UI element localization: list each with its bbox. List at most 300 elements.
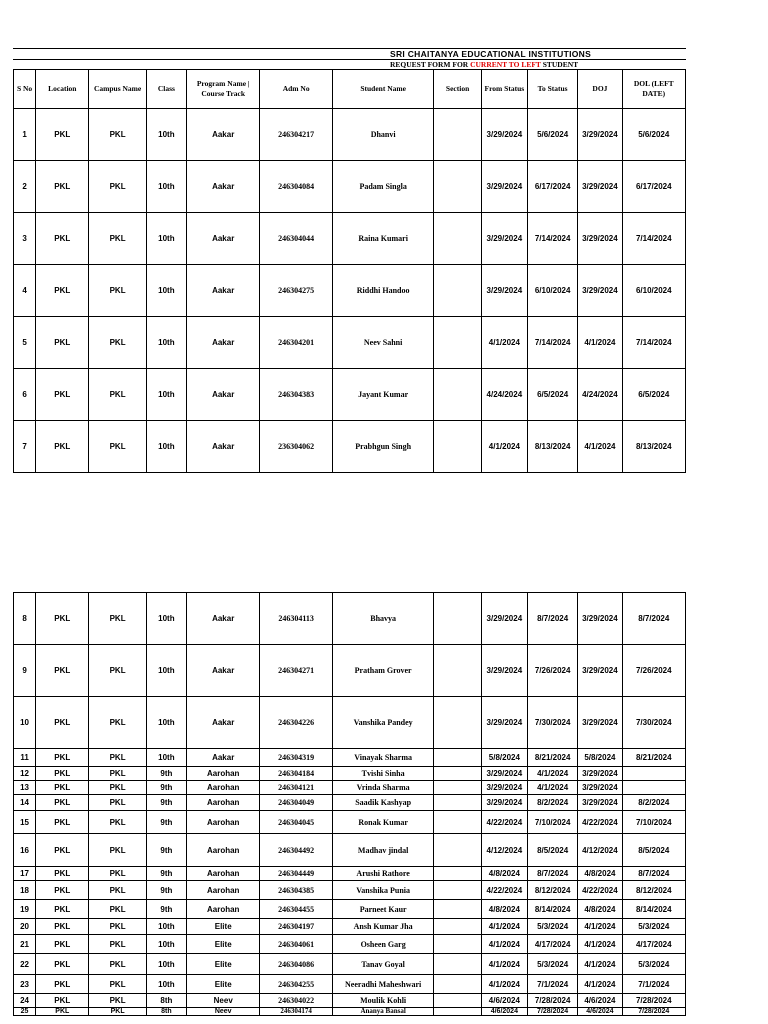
- cell-class: 9th: [146, 767, 186, 781]
- cell-program: Aakar: [187, 421, 260, 473]
- cell-section: [434, 749, 481, 767]
- cell-sno: 17: [14, 867, 36, 881]
- cell-from: 4/6/2024: [481, 1008, 527, 1016]
- cell-from: 4/24/2024: [481, 369, 527, 421]
- cell-to: 7/1/2024: [527, 975, 577, 994]
- table-row: [14, 811, 686, 834]
- cell-adm: 246304255: [260, 975, 332, 994]
- cell-adm: 246304184: [260, 767, 332, 781]
- cell-campus: PKL: [89, 781, 146, 795]
- cell-sno: 2: [14, 161, 36, 213]
- header-campus-name: Campus Name: [89, 70, 146, 109]
- cell-from: 3/29/2024: [481, 697, 527, 749]
- cell-class: 10th: [146, 317, 186, 369]
- cell-campus: PKL: [89, 767, 146, 781]
- cell-dol: 8/13/2024: [622, 421, 685, 473]
- institution-title-row: [13, 48, 686, 60]
- cell-campus: PKL: [89, 975, 146, 994]
- cell-campus: PKL: [89, 954, 146, 975]
- table-row: [14, 834, 686, 867]
- cell-location: PKL: [36, 213, 89, 265]
- cell-section: [434, 867, 481, 881]
- cell-class: 10th: [146, 161, 186, 213]
- cell-section: [434, 767, 481, 781]
- cell-name: Vrinda Sharma: [332, 781, 434, 795]
- cell-to: 7/14/2024: [527, 317, 577, 369]
- table-row: [14, 1008, 686, 1016]
- cell-campus: PKL: [89, 919, 146, 935]
- table-row: [14, 975, 686, 994]
- cell-dol: 6/5/2024: [622, 369, 685, 421]
- table-row: [14, 593, 686, 645]
- cell-program: Aarohan: [187, 881, 260, 900]
- cell-adm: 246304449: [260, 867, 332, 881]
- cell-campus: PKL: [89, 881, 146, 900]
- cell-campus: PKL: [89, 935, 146, 954]
- cell-doj: 3/29/2024: [578, 265, 622, 317]
- form-subtitle: [390, 60, 578, 69]
- header-doj: DOJ: [578, 70, 622, 109]
- cell-to: 6/10/2024: [527, 265, 577, 317]
- table-row: [14, 767, 686, 781]
- cell-adm: 246304492: [260, 834, 332, 867]
- cell-campus: PKL: [89, 811, 146, 834]
- cell-sno: 11: [14, 749, 36, 767]
- cell-section: [434, 975, 481, 994]
- header-dol: DOL (LEFT DATE): [622, 70, 685, 109]
- cell-to: 8/21/2024: [527, 749, 577, 767]
- cell-sno: 9: [14, 645, 36, 697]
- cell-sno: 13: [14, 781, 36, 795]
- cell-program: Neev: [187, 1008, 260, 1016]
- table-row: [14, 697, 686, 749]
- cell-name: Parneet Kaur: [332, 900, 434, 919]
- cell-program: Elite: [187, 919, 260, 935]
- subtitle-prefix: REQUEST FORM FOR: [390, 60, 469, 69]
- cell-dol: 8/7/2024: [622, 593, 685, 645]
- cell-campus: PKL: [89, 213, 146, 265]
- cell-location: PKL: [36, 975, 89, 994]
- cell-doj: 4/1/2024: [578, 935, 622, 954]
- cell-class: 9th: [146, 881, 186, 900]
- form-title-block: [13, 48, 686, 70]
- cell-adm: 246304217: [260, 109, 332, 161]
- cell-name: Neeradhi Maheshwari: [332, 975, 434, 994]
- cell-from: 4/6/2024: [481, 994, 527, 1008]
- cell-class: 8th: [146, 1008, 186, 1016]
- cell-campus: PKL: [89, 749, 146, 767]
- cell-from: 4/12/2024: [481, 834, 527, 867]
- cell-class: 9th: [146, 811, 186, 834]
- cell-sno: 1: [14, 109, 36, 161]
- table-row: [14, 317, 686, 369]
- cell-section: [434, 900, 481, 919]
- cell-sno: 6: [14, 369, 36, 421]
- table-row: [14, 421, 686, 473]
- cell-campus: PKL: [89, 265, 146, 317]
- cell-sno: 12: [14, 767, 36, 781]
- cell-from: 3/29/2024: [481, 161, 527, 213]
- cell-name: Jayant Kumar: [332, 369, 434, 421]
- cell-name: Tanav Goyal: [332, 954, 434, 975]
- cell-doj: 4/6/2024: [578, 1008, 622, 1016]
- cell-sno: 16: [14, 834, 36, 867]
- cell-section: [434, 795, 481, 811]
- cell-name: Neev Sahni: [332, 317, 434, 369]
- cell-section: [434, 881, 481, 900]
- table-row: [14, 161, 686, 213]
- cell-to: 5/6/2024: [527, 109, 577, 161]
- cell-name: Vinayak Sharma: [332, 749, 434, 767]
- cell-section: [434, 781, 481, 795]
- cell-adm: 246304113: [260, 593, 332, 645]
- cell-location: PKL: [36, 811, 89, 834]
- cell-class: 10th: [146, 421, 186, 473]
- table-body-page1: [14, 109, 686, 473]
- cell-sno: 8: [14, 593, 36, 645]
- cell-dol: 7/14/2024: [622, 317, 685, 369]
- cell-class: 10th: [146, 369, 186, 421]
- cell-section: [434, 697, 481, 749]
- cell-program: Aarohan: [187, 795, 260, 811]
- cell-doj: 4/1/2024: [578, 954, 622, 975]
- cell-sno: 21: [14, 935, 36, 954]
- cell-section: [434, 161, 481, 213]
- cell-adm: 246304086: [260, 954, 332, 975]
- cell-class: 10th: [146, 919, 186, 935]
- cell-section: [434, 1008, 481, 1016]
- header-class: Class: [146, 70, 186, 109]
- cell-adm: 246304226: [260, 697, 332, 749]
- cell-doj: 3/29/2024: [578, 781, 622, 795]
- cell-class: 10th: [146, 593, 186, 645]
- cell-campus: PKL: [89, 795, 146, 811]
- table-row: [14, 954, 686, 975]
- cell-location: PKL: [36, 697, 89, 749]
- cell-adm: 246304084: [260, 161, 332, 213]
- cell-from: 3/29/2024: [481, 795, 527, 811]
- cell-program: Aakar: [187, 749, 260, 767]
- subtitle-suffix: STUDENT: [542, 60, 579, 69]
- cell-name: Osheen Garg: [332, 935, 434, 954]
- cell-doj: 4/22/2024: [578, 811, 622, 834]
- cell-adm: 246304197: [260, 919, 332, 935]
- cell-to: 8/13/2024: [527, 421, 577, 473]
- cell-dol: 7/30/2024: [622, 697, 685, 749]
- cell-name: Tvishi Sinha: [332, 767, 434, 781]
- cell-dol: 6/17/2024: [622, 161, 685, 213]
- cell-sno: 7: [14, 421, 36, 473]
- cell-section: [434, 645, 481, 697]
- cell-class: 10th: [146, 109, 186, 161]
- cell-doj: 3/29/2024: [578, 795, 622, 811]
- cell-sno: 24: [14, 994, 36, 1008]
- cell-program: Elite: [187, 975, 260, 994]
- cell-dol: 5/3/2024: [622, 954, 685, 975]
- cell-class: 10th: [146, 975, 186, 994]
- cell-dol: 7/10/2024: [622, 811, 685, 834]
- cell-dol: 5/3/2024: [622, 919, 685, 935]
- cell-sno: 10: [14, 697, 36, 749]
- cell-class: 9th: [146, 900, 186, 919]
- cell-from: 3/29/2024: [481, 645, 527, 697]
- cell-section: [434, 213, 481, 265]
- cell-doj: 4/22/2024: [578, 881, 622, 900]
- cell-to: 7/28/2024: [527, 994, 577, 1008]
- students-table-page2: [13, 592, 686, 1016]
- cell-campus: PKL: [89, 867, 146, 881]
- cell-from: 4/22/2024: [481, 811, 527, 834]
- cell-program: Aarohan: [187, 900, 260, 919]
- table-row: [14, 213, 686, 265]
- cell-dol: 8/12/2024: [622, 881, 685, 900]
- header-section: Section: [434, 70, 481, 109]
- cell-campus: PKL: [89, 900, 146, 919]
- cell-class: 9th: [146, 867, 186, 881]
- cell-adm: 236304062: [260, 421, 332, 473]
- cell-to: 5/3/2024: [527, 919, 577, 935]
- cell-dol: 6/10/2024: [622, 265, 685, 317]
- cell-adm: 246304022: [260, 994, 332, 1008]
- cell-sno: 3: [14, 213, 36, 265]
- cell-adm: 246304174: [260, 1008, 332, 1016]
- cell-sno: 25: [14, 1008, 36, 1016]
- cell-from: 4/22/2024: [481, 881, 527, 900]
- cell-adm: 246304275: [260, 265, 332, 317]
- table-row: [14, 919, 686, 935]
- cell-from: 4/8/2024: [481, 900, 527, 919]
- cell-sno: 18: [14, 881, 36, 900]
- cell-program: Neev: [187, 994, 260, 1008]
- cell-campus: PKL: [89, 369, 146, 421]
- cell-program: Aarohan: [187, 867, 260, 881]
- cell-location: PKL: [36, 265, 89, 317]
- cell-location: PKL: [36, 834, 89, 867]
- cell-program: Aarohan: [187, 767, 260, 781]
- cell-adm: 246304271: [260, 645, 332, 697]
- cell-program: Aakar: [187, 645, 260, 697]
- cell-from: 4/1/2024: [481, 935, 527, 954]
- cell-doj: 4/8/2024: [578, 900, 622, 919]
- cell-from: 4/1/2024: [481, 975, 527, 994]
- cell-dol: 8/5/2024: [622, 834, 685, 867]
- header-adm-no: Adm No: [260, 70, 332, 109]
- table-row: [14, 935, 686, 954]
- cell-adm: 246304201: [260, 317, 332, 369]
- cell-location: PKL: [36, 645, 89, 697]
- cell-dol: 8/14/2024: [622, 900, 685, 919]
- cell-section: [434, 109, 481, 161]
- cell-class: 9th: [146, 781, 186, 795]
- cell-doj: 4/1/2024: [578, 919, 622, 935]
- cell-to: 6/17/2024: [527, 161, 577, 213]
- cell-sno: 15: [14, 811, 36, 834]
- cell-from: 3/29/2024: [481, 213, 527, 265]
- header-row: [14, 70, 686, 109]
- cell-adm: 246304049: [260, 795, 332, 811]
- cell-adm: 246304319: [260, 749, 332, 767]
- cell-doj: 3/29/2024: [578, 161, 622, 213]
- cell-name: Saadik Kashyap: [332, 795, 434, 811]
- cell-dol: 7/1/2024: [622, 975, 685, 994]
- cell-adm: 246304455: [260, 900, 332, 919]
- cell-name: Pratham Grover: [332, 645, 434, 697]
- cell-section: [434, 265, 481, 317]
- cell-to: 4/1/2024: [527, 767, 577, 781]
- table-body-page2: [14, 593, 686, 1016]
- cell-doj: 4/12/2024: [578, 834, 622, 867]
- cell-program: Aakar: [187, 369, 260, 421]
- cell-campus: PKL: [89, 834, 146, 867]
- table-row: [14, 867, 686, 881]
- cell-class: 10th: [146, 697, 186, 749]
- cell-name: Arushi Rathore: [332, 867, 434, 881]
- cell-from: 4/1/2024: [481, 421, 527, 473]
- cell-adm: 246304385: [260, 881, 332, 900]
- cell-from: 3/29/2024: [481, 593, 527, 645]
- table-row: [14, 781, 686, 795]
- cell-location: PKL: [36, 593, 89, 645]
- cell-location: PKL: [36, 421, 89, 473]
- cell-section: [434, 834, 481, 867]
- cell-doj: 4/8/2024: [578, 867, 622, 881]
- cell-to: 7/10/2024: [527, 811, 577, 834]
- cell-adm: 246304121: [260, 781, 332, 795]
- cell-campus: PKL: [89, 317, 146, 369]
- cell-doj: 3/29/2024: [578, 213, 622, 265]
- cell-name: Padam Singla: [332, 161, 434, 213]
- cell-campus: PKL: [89, 645, 146, 697]
- cell-doj: 4/6/2024: [578, 994, 622, 1008]
- cell-dol: 8/2/2024: [622, 795, 685, 811]
- cell-dol: 8/21/2024: [622, 749, 685, 767]
- table-row: [14, 795, 686, 811]
- cell-name: Moulik Kohli: [332, 994, 434, 1008]
- cell-to: 8/7/2024: [527, 867, 577, 881]
- cell-section: [434, 919, 481, 935]
- cell-class: 10th: [146, 213, 186, 265]
- cell-location: PKL: [36, 767, 89, 781]
- header-sno: S No: [14, 70, 36, 109]
- cell-location: PKL: [36, 954, 89, 975]
- cell-name: Prabhgun Singh: [332, 421, 434, 473]
- cell-campus: PKL: [89, 994, 146, 1008]
- subtitle-highlight: CURRENT TO LEFT: [470, 60, 541, 69]
- cell-section: [434, 369, 481, 421]
- cell-campus: PKL: [89, 421, 146, 473]
- cell-sno: 23: [14, 975, 36, 994]
- cell-class: 9th: [146, 834, 186, 867]
- cell-to: 8/7/2024: [527, 593, 577, 645]
- cell-to: 7/30/2024: [527, 697, 577, 749]
- cell-sno: 22: [14, 954, 36, 975]
- cell-doj: 3/29/2024: [578, 767, 622, 781]
- students-table-page1: [13, 69, 686, 473]
- cell-program: Aarohan: [187, 781, 260, 795]
- cell-from: 3/29/2024: [481, 781, 527, 795]
- table-row: [14, 881, 686, 900]
- cell-dol: 7/28/2024: [622, 994, 685, 1008]
- cell-dol: 8/7/2024: [622, 867, 685, 881]
- cell-adm: 246304045: [260, 811, 332, 834]
- cell-dol: [622, 781, 685, 795]
- cell-name: Ronak Kumar: [332, 811, 434, 834]
- cell-section: [434, 593, 481, 645]
- table-row: [14, 369, 686, 421]
- cell-adm: 246304061: [260, 935, 332, 954]
- cell-dol: [622, 767, 685, 781]
- cell-to: 4/1/2024: [527, 781, 577, 795]
- cell-location: PKL: [36, 900, 89, 919]
- cell-sno: 14: [14, 795, 36, 811]
- cell-campus: PKL: [89, 1008, 146, 1016]
- cell-program: Aakar: [187, 265, 260, 317]
- cell-from: 4/1/2024: [481, 317, 527, 369]
- cell-program: Aakar: [187, 317, 260, 369]
- cell-name: Vanshika Pandey: [332, 697, 434, 749]
- cell-section: [434, 935, 481, 954]
- institution-title: SRI CHAITANYA EDUCATIONAL INSTITUTIONS: [390, 49, 592, 59]
- cell-campus: PKL: [89, 593, 146, 645]
- cell-class: 10th: [146, 954, 186, 975]
- cell-name: Madhav jindal: [332, 834, 434, 867]
- cell-name: Ananya Bansal: [332, 1008, 434, 1016]
- cell-from: 4/1/2024: [481, 919, 527, 935]
- cell-class: 10th: [146, 645, 186, 697]
- cell-doj: 5/8/2024: [578, 749, 622, 767]
- table-row: [14, 265, 686, 317]
- cell-location: PKL: [36, 881, 89, 900]
- cell-location: PKL: [36, 369, 89, 421]
- cell-doj: 4/1/2024: [578, 975, 622, 994]
- cell-sno: 20: [14, 919, 36, 935]
- cell-name: Raina Kumari: [332, 213, 434, 265]
- header-student-name: Student Name: [332, 70, 434, 109]
- cell-location: PKL: [36, 994, 89, 1008]
- cell-program: Aakar: [187, 161, 260, 213]
- cell-doj: 3/29/2024: [578, 593, 622, 645]
- cell-section: [434, 994, 481, 1008]
- cell-to: 8/12/2024: [527, 881, 577, 900]
- header-location: Location: [36, 70, 89, 109]
- header-from-status: From Status: [481, 70, 527, 109]
- cell-to: 7/28/2024: [527, 1008, 577, 1016]
- header-to-status: To Status: [527, 70, 577, 109]
- cell-from: 3/29/2024: [481, 265, 527, 317]
- cell-program: Aakar: [187, 213, 260, 265]
- cell-from: 3/29/2024: [481, 767, 527, 781]
- cell-to: 8/2/2024: [527, 795, 577, 811]
- cell-section: [434, 954, 481, 975]
- cell-section: [434, 421, 481, 473]
- cell-dol: 5/6/2024: [622, 109, 685, 161]
- cell-name: Dhanvi: [332, 109, 434, 161]
- cell-campus: PKL: [89, 109, 146, 161]
- table-row: [14, 994, 686, 1008]
- cell-section: [434, 317, 481, 369]
- cell-location: PKL: [36, 109, 89, 161]
- cell-class: 9th: [146, 795, 186, 811]
- cell-from: 3/29/2024: [481, 109, 527, 161]
- cell-doj: 4/24/2024: [578, 369, 622, 421]
- cell-class: 8th: [146, 994, 186, 1008]
- cell-dol: 7/26/2024: [622, 645, 685, 697]
- cell-to: 4/17/2024: [527, 935, 577, 954]
- cell-location: PKL: [36, 795, 89, 811]
- cell-campus: PKL: [89, 161, 146, 213]
- cell-campus: PKL: [89, 697, 146, 749]
- cell-section: [434, 811, 481, 834]
